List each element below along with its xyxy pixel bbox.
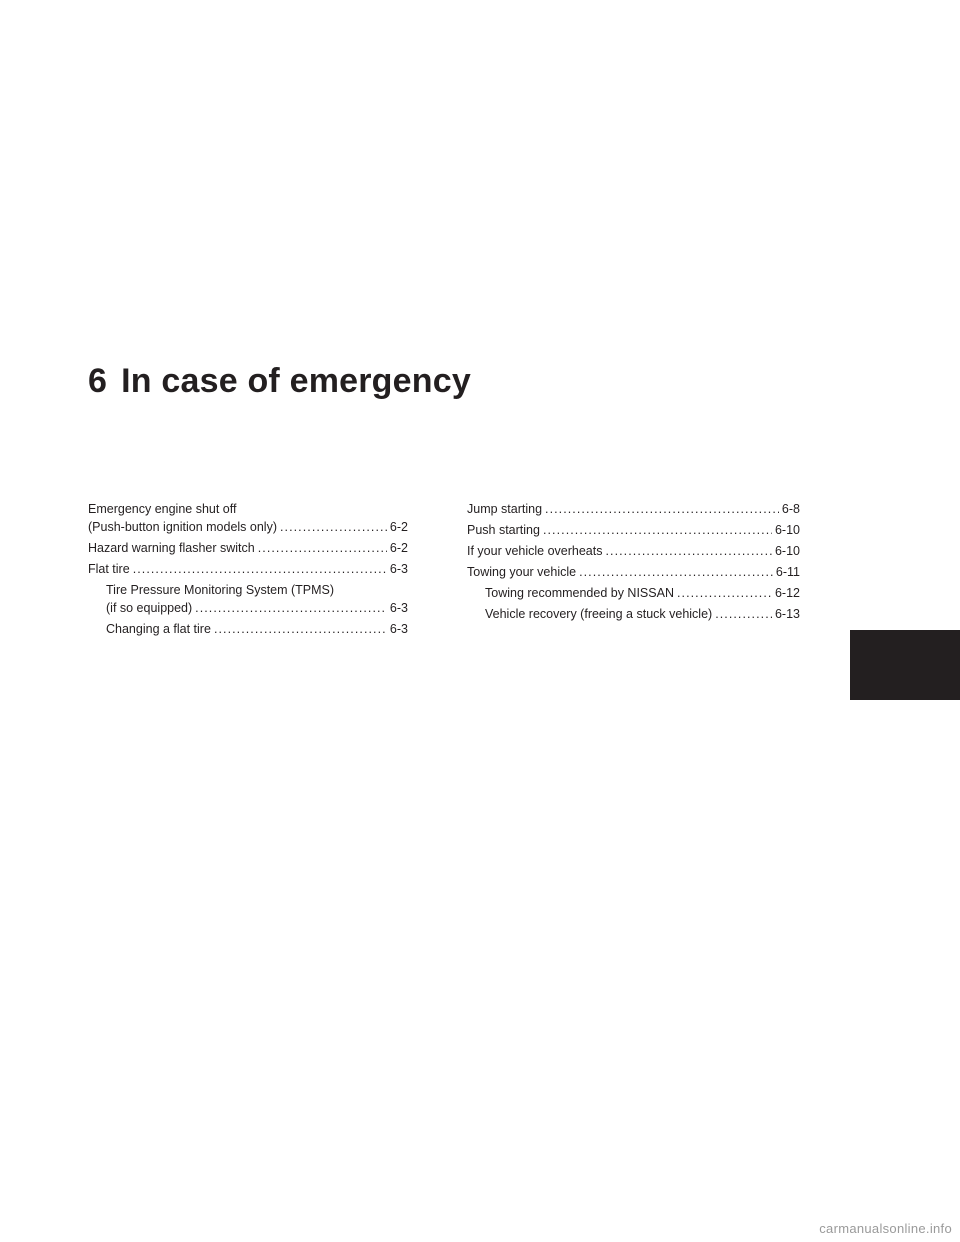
toc-page-number: 6-10 [774,523,800,537]
toc-entry-title: Tire Pressure Monitoring System (TPMS) [106,583,335,597]
toc-entry-title: Changing a flat tire [106,622,211,636]
toc-leader-dots [214,620,387,638]
toc-entry-title: (if so equipped) [106,601,193,615]
toc-leader-dots [280,518,387,536]
toc-page-number: 6-3 [389,601,408,615]
toc-leader-dots [195,599,387,617]
toc-entry-title: Push starting [467,523,540,537]
toc-entry-title: If your vehicle overheats [467,544,603,558]
toc-leader-dots [606,542,772,560]
toc-entry-title: Flat tire [88,562,130,576]
toc-entry-title: Towing recommended by NISSAN [485,586,674,600]
toc-entry[interactable] [467,542,800,560]
toc-entry[interactable] [467,563,800,581]
toc-entry-title: Jump starting [467,502,543,516]
chapter-number: 6 [88,362,108,400]
toc-page-number: 6-13 [774,607,800,621]
toc-right-column [467,500,800,626]
toc-leader-dots [579,563,773,581]
toc-entry[interactable] [88,581,408,617]
toc-entry[interactable] [88,539,408,557]
toc-entry[interactable] [88,560,408,578]
toc-page-number: 6-3 [389,562,408,576]
toc-leader-dots [258,539,387,557]
toc-entry[interactable] [88,620,408,638]
chapter-title-text: In case of emergency [121,362,471,400]
toc-page-number: 6-10 [774,544,800,558]
toc-entry-title: Hazard warning flasher switch [88,541,255,555]
toc-entry[interactable] [467,500,800,518]
toc-entry-title: Emergency engine shut off [88,502,237,516]
toc-entry-title: Towing your vehicle [467,565,577,579]
toc-leader-dots [677,584,772,602]
toc-entry[interactable] [467,521,800,539]
toc-entry[interactable] [467,584,800,602]
toc-entry[interactable] [88,500,408,536]
chapter-thumb-tab [850,630,960,700]
toc-entry-title: (Push-button ignition models only) [88,520,277,534]
watermark: carmanualsonline.info [819,1221,952,1236]
toc-left-column [88,500,408,641]
toc-page-number: 6-3 [389,622,408,636]
toc-page-number: 6-2 [389,520,408,534]
toc-leader-dots [133,560,387,578]
toc-leader-dots [715,605,772,623]
toc-page-number: 6-2 [389,541,408,555]
chapter-title [88,362,471,401]
toc-entry[interactable] [467,605,800,623]
toc-page-number: 6-8 [781,502,800,516]
toc-page-number: 6-12 [774,586,800,600]
toc-page-number: 6-11 [775,565,800,579]
toc-leader-dots [543,521,772,539]
toc-leader-dots [545,500,779,518]
toc-entry-title: Vehicle recovery (freeing a stuck vehicle) [485,607,713,621]
